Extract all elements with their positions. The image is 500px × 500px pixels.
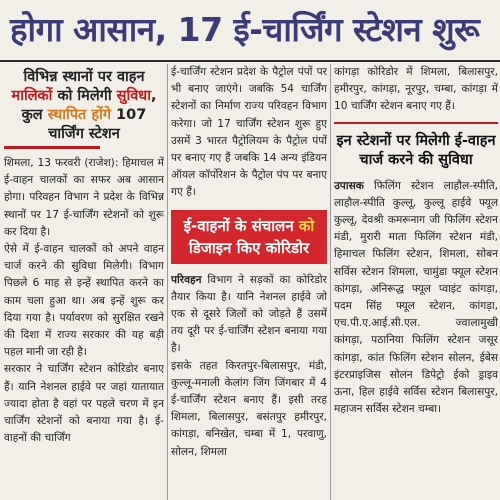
headline: होगा आसान, 17 ई-चार्जिंग स्टेशन शुरू — [10, 10, 480, 49]
banner-heading — [171, 210, 327, 264]
column-divider-2 — [330, 64, 331, 500]
subheading-3: इन स्टेशनों पर मिलेगी ई-वाहन चार्ज करने की सुविधा — [336, 132, 496, 168]
subheading-1-part5: , कुल — [21, 88, 157, 123]
col3-paragraph-1: कांगड़ा कोरिडोर में शिमला, बिलासपुर, हमीरपुर, कांगड़ा, नूरपुर, चम्बा, कांगड़ा में 10 चार्जिंग स्टेशन बनाए गए हैं। — [334, 66, 498, 113]
col3-lead-word: उपासक — [334, 179, 364, 192]
banner-part1: ई-वाहनों के संचालन — [183, 216, 294, 235]
column-1 — [4, 64, 164, 500]
col2-lead-word: परिवहन — [171, 273, 202, 286]
subheading-1-part6: स्थापित होंगे — [47, 107, 111, 123]
subheading-1 — [4, 68, 164, 144]
col2-paragraph-2-text: विभाग ने सड़कों का कोरिडोर तैयार किया है। यानि नेशनल हाईवे जो एक से दूसरे जिलों को जोड़ते हैं उसमें तय दूरी पर ई-चार्जिंग स्टेशन बनाया गया है। — [171, 273, 327, 355]
subheading-1-part7: 107 चार्जिंग स्टेशन — [48, 107, 147, 142]
subheading-1-part2: मालिकों — [11, 88, 53, 104]
col3-rule — [334, 122, 498, 124]
subheading-1-part1: विभिन्न स्थानों पर वाहन — [23, 69, 145, 85]
col2-paragraph-1: ई-चार्जिंग स्टेशन प्रदेश के पैट्रोल पंपों पर भी बनाए जाएंगे। जबकि 54 चार्जिंग स्टेशनों का निर्माण राज्य परिवहन विभाग करेगा। जो 17 चार्जिंग स्टेशन शुरू हुए उसमें 3 भारत पैट्रोलियम के पैट्रोल पंपों पर बनाए गए हैं जबकि 14 अन्य इंडियन ऑयल कॉर्पोरेशन के पैट्रोल पंप पर बनाए गए हैं। — [171, 66, 327, 199]
col3-paragraph-2-text: फिलिंग स्टेशन लाहौल-स्पीति, लाहौल-स्पीति कुल्लू, कुल्लू हाईवे फ्यूल कुल्लू, देवश्री कमरूनाग जी फिलिंग स्टेशन मंडी, मुरारी माता फिलिंग स्टेशन मंडी, हिमाचल फिलिंग स्टेशन, शिमला, सोबन सर्विस स्टेशन शिमला, चामुंडा फ्यूल स्टेशन कांगड़ा, अनिरूद्ध फ्यूल प्वाइंट कांगड़ा, पदम सिंह फ्यूल स्टेशन, कांगड़ा, एच.पी.ए.आई.सी.एल. ज्वालामुखी कांगड़ा, पठानिया फिलिंग स्टेशन जसूर कांगड़ा, कांत फिलिंग स्टेशन सोलन, ईबेस इंटरप्राइजिस सोलन डिपेट्रो ईको ड्राइव ऊना, हिल हाईवे सर्विस स्टेशन बिलासपुर, महाजन सर्विस स्टेशन चम्बा। — [334, 179, 498, 416]
col1-paragraph-1: शिमला, 13 फरवरी (राजेश): हिमाचल में ई-वाहन चालकों का सफर अब आसान होगा। परिवहन विभाग ने प्रदेश के विभिन्न स्थानों पर 17 ई-चार्जिंग स्टेशनों को शुरू कर दिया है। — [4, 157, 164, 238]
col1-paragraph-2: ऐसे में ई-वाहन चालकों को अपने वाहन चार्ज करने की सुविधा मिलेगी। विभाग पिछले 6 माह से इन्हें स्थापित करने का काम चला हुआ था। अब इन्हें शुरू कर दिया गया है। पर्यावरण को सुरक्षित रखने की दिशा में राज्य सरकार की यह बड़ी पहल मानी जा रही है। — [4, 243, 164, 359]
column-2 — [171, 64, 327, 500]
headline-rule — [0, 60, 500, 62]
subheading-underline — [4, 146, 100, 149]
banner-part3: डिजाइन किए कोरिडोर — [188, 238, 310, 257]
col1-paragraph-3: सरकार ने चार्जिंग स्टेशन कोरिडोर बनाए हैं। यानि नेशनल हाईवे पर जहां यातायात ज्यादा होता है वहां पर पहले चरण में इन चार्जिंग स्टेशनों को बनाया गया है। ई-वाहनों की चार्जिंग — [4, 363, 164, 445]
column-divider-1 — [167, 64, 168, 500]
subheading-1-part3: को मिलेगी — [52, 88, 117, 104]
column-3 — [334, 64, 498, 500]
subheading-1-part4: सुविधा — [116, 88, 151, 104]
col2-paragraph-2 — [171, 272, 327, 358]
col2-paragraph-3: इसके तहत किरतपुर-बिलासपुर, मंडी, कुल्लू-मनाली केलांग जिंग जिंगबार में 4 ई-चार्जिंग स्टेशन बनाए हैं। इसी तरह शिमला, बिलासपुर, बसंतपुर हमीरपुर, कांगड़ा, बनिखेत, चम्बा में 1, परवाणु, सोलन, शिमला — [171, 359, 327, 458]
col3-paragraph-2 — [334, 178, 498, 419]
banner-part2: को — [293, 216, 315, 235]
